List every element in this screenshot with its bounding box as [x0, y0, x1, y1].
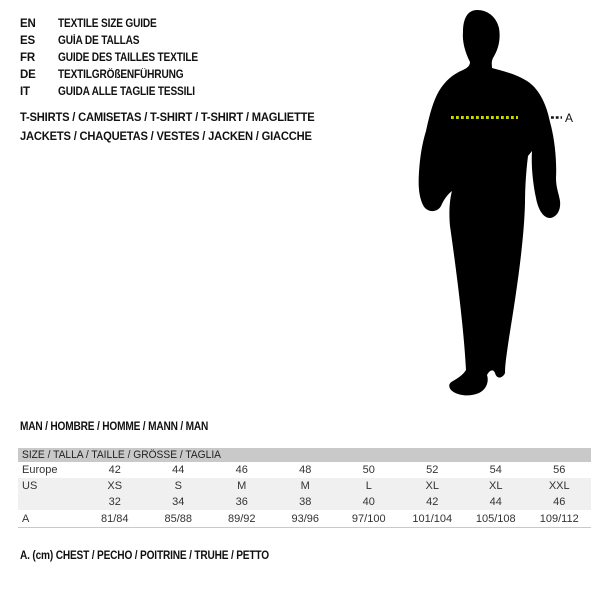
table-cell: 52 [426, 464, 439, 476]
table-cell: 46 [553, 496, 566, 508]
measure-label-a: A [565, 111, 574, 125]
table-cell: M [237, 480, 247, 492]
table-row-europe [18, 462, 591, 478]
size-table-header-text: SIZE / TALLA / TAILLE / GRÖSSE / TAGLIA [22, 449, 222, 461]
table-cell: S [174, 480, 182, 492]
language-code: ES [20, 34, 35, 47]
language-code: FR [20, 51, 35, 64]
language-text: GUIDE DES TAILLES TEXTILE [58, 51, 198, 64]
language-row-es [20, 32, 217, 49]
table-cell: 105/108 [475, 512, 516, 525]
table-cell: XL [489, 480, 503, 492]
table-cell: 93/96 [291, 512, 320, 525]
size-table-header [18, 448, 591, 462]
section-title-text: MAN / HOMBRE / HOMME / MANN / MAN [20, 421, 209, 433]
table-cell: 97/100 [351, 512, 386, 525]
language-code: DE [20, 68, 36, 81]
table-row-label: Europe [22, 464, 58, 476]
category-line-tshirts: T-SHIRTS / CAMISETAS / T-SHIRT / T-SHIRT / MAGLIETTE [20, 110, 315, 124]
table-cell: 42 [108, 464, 121, 476]
table-cell: 81/84 [100, 512, 129, 525]
table-cell: 48 [299, 464, 312, 476]
table-cell: 54 [489, 464, 502, 476]
table-cell: L [365, 480, 372, 492]
language-row-en [20, 15, 217, 32]
table-row-us [18, 478, 591, 494]
table-cell: 40 [362, 496, 375, 508]
table-cell: M [300, 480, 310, 492]
table-row-numeric [18, 494, 591, 510]
language-code: EN [20, 17, 36, 30]
table-cell: 44 [489, 496, 502, 508]
man-silhouette [419, 10, 561, 395]
table-cell: 85/88 [164, 512, 193, 525]
size-table [18, 448, 591, 528]
language-text: GUÍA DE TALLAS [58, 34, 140, 47]
table-cell: XXL [548, 480, 570, 492]
table-cell: 89/92 [227, 512, 256, 525]
language-list [20, 15, 217, 100]
table-cell: 34 [172, 496, 185, 508]
table-row-a-chest [18, 510, 591, 527]
table-cell: XS [107, 480, 123, 492]
man-silhouette-figure [403, 5, 600, 400]
language-text: TEXTILE SIZE GUIDE [58, 17, 157, 30]
table-cell: 101/104 [412, 512, 453, 525]
table-cell: 42 [426, 496, 439, 508]
section-title-man [20, 421, 234, 433]
category-line-jackets: JACKETS / CHAQUETAS / VESTES / JACKEN / GIACCHE [20, 129, 312, 143]
footnote-text: A. (cm) CHEST / PECHO / POITRINE / TRUHE / PETTO [20, 550, 269, 562]
language-row-de [20, 66, 217, 83]
table-cell: 56 [553, 464, 566, 476]
table-cell: 109/112 [539, 512, 579, 525]
language-row-it [20, 83, 217, 100]
table-row-label: A [22, 512, 30, 525]
footnote-chest [20, 550, 303, 562]
language-code: IT [20, 85, 30, 98]
table-row-label: US [22, 480, 38, 492]
table-cell: 36 [235, 496, 248, 508]
language-text: GUIDA ALLE TAGLIE TESSILI [58, 85, 195, 98]
language-text: TEXTILGRÖßENFÜHRUNG [58, 68, 184, 81]
table-cell: 44 [172, 464, 185, 476]
table-cell: 50 [362, 464, 375, 476]
table-cell: 38 [299, 496, 312, 508]
table-cell: XL [425, 480, 439, 492]
language-row-fr [20, 49, 217, 66]
table-cell: 32 [108, 496, 121, 508]
table-cell: 46 [235, 464, 248, 476]
